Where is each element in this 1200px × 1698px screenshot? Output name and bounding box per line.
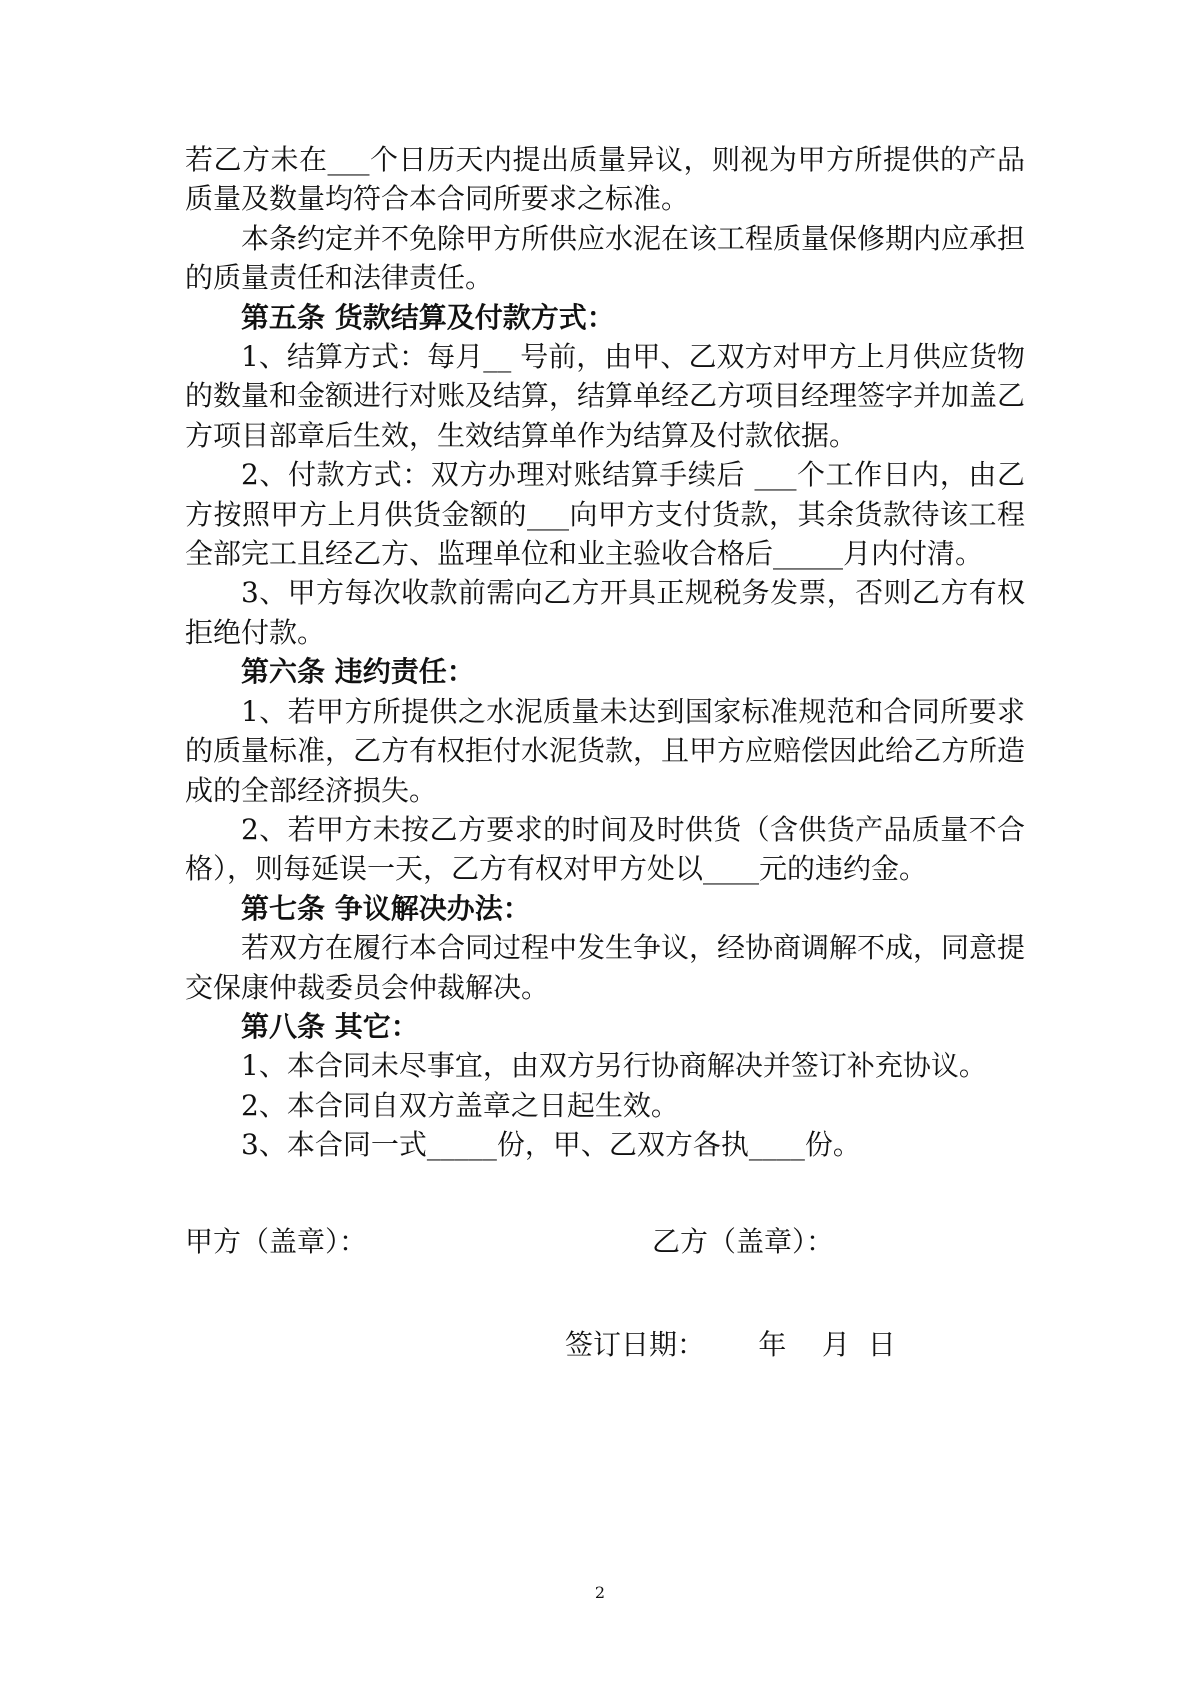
paragraph-arbitration: 若双方在履行本合同过程中发生争议，经协商调解不成，同意提交保康仲裁委员会仲裁解决。 bbox=[185, 931, 1026, 1004]
party-a-signature-label: 甲方（盖章）： bbox=[185, 1225, 368, 1258]
paragraph-supplementary-agreement: 1、本合同未尽事宜，由双方另行协商解决并签订补充协议。 bbox=[241, 1049, 987, 1083]
paragraph-copies: 3、本合同一式_____份，甲、乙双方各执____份。 bbox=[241, 1128, 861, 1162]
paragraph-payment-method: 2、付款方式：双方办理对账结算手续后 ___个工作日内，由乙方按照甲方上月供货金额的___向甲方支付货款，其余货款待该工程全部完工且经乙方、监理单位和业主验收合格后_____月内付清。 bbox=[185, 458, 1025, 571]
page-number: 2 bbox=[594, 1583, 606, 1602]
party-b-signature-label: 乙方（盖章）： bbox=[652, 1225, 835, 1258]
paragraph-settlement-method: 1、结算方式：每月__ 号前，由甲、乙双方对甲方上月供应货物的数量和金额进行对账及结算，结算单经乙方项目经理签字并加盖乙方项目部章后生效，生效结算单作为结算及付款依据。 bbox=[185, 340, 1026, 452]
article-6-heading: 第六条 违约责任： bbox=[241, 655, 475, 689]
article-7-heading: 第七条 争议解决办法： bbox=[241, 891, 531, 925]
paragraph-effective-date: 2、本合同自双方盖章之日起生效。 bbox=[241, 1088, 679, 1122]
signing-date-line: 签订日期： 年 月 日 bbox=[565, 1328, 896, 1361]
paragraph-quality-breach: 1、若甲方所提供之水泥质量未达到国家标准规范和合同所要求的质量标准，乙方有权拒付水泥货款，且甲方应赔偿因此给乙方所造成的全部经济损失。 bbox=[185, 694, 1026, 807]
paragraph-liability-clause: 本条约定并不免除甲方所供应水泥在该工程质量保修期内应承担的质量责任和法律责任。 bbox=[185, 221, 1026, 295]
paragraph-quality-objection: 若乙方未在___个日历天内提出质量异议，则视为甲方所提供的产品质量及数量均符合本合同所要求之标准。 bbox=[185, 143, 1025, 216]
article-5-heading: 第五条 货款结算及付款方式： bbox=[241, 300, 615, 334]
contract-body bbox=[185, 140, 1025, 1165]
article-8-heading: 第八条 其它： bbox=[241, 1009, 419, 1043]
paragraph-delay-penalty: 2、若甲方未按乙方要求的时间及时供货（含供货产品质量不合格），则每延误一天，乙方有权对甲方处以____元的违约金。 bbox=[185, 812, 1025, 886]
paragraph-invoice-requirement: 3、甲方每次收款前需向乙方开具正规税务发票，否则乙方有权拒绝付款。 bbox=[185, 576, 1025, 649]
